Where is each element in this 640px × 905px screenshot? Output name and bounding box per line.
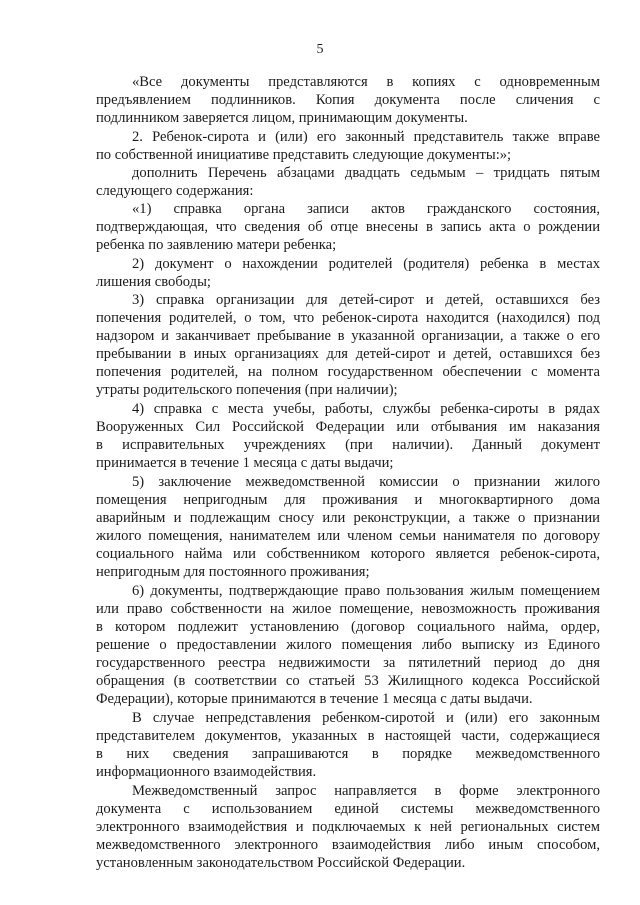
text-line: государственного реестра недвижимости за пятилетний период до дня [96, 655, 600, 671]
text-line: ребенка по заявлению матери ребенка; [96, 237, 337, 253]
text-line: 4) справка с места учебы, работы, службы ребенка-сироты в рядах [132, 401, 600, 417]
text-line: непригодным для постоянного проживания; [96, 564, 370, 580]
text-line: представителем документов, указанных в настоящей части, содержащиеся [96, 728, 600, 744]
text-line: в исправительных учреждениях (при наличии). Данный документ [96, 437, 600, 453]
text-line: в котором подлежит установлению (договор социального найма, ордер, [96, 619, 600, 635]
text-line: В случае непредставления ребенком-сиротой и (или) его законным [132, 710, 600, 726]
text-line: помещения непригодным для проживания и многоквартирного дома [96, 492, 600, 508]
text-line: подтверждающая, что сведения об отце внесены в запись акта о рождении [96, 219, 600, 235]
text-line: попечения родителей, о том, что ребенок-сирота находится (находился) под [96, 310, 600, 326]
text-line: Федерации), которые принимаются в течение 1 месяца с даты выдачи. [96, 691, 533, 707]
text-line: надзором и заканчивает пребывание в указанной организации, а также о его [96, 328, 600, 344]
text-line: документа с использованием единой системы межведомственного [96, 801, 600, 817]
text-line: Вооруженных Сил Российской Федерации или отбывания им наказания [96, 419, 600, 435]
text-line: подлинником заверяется лицом, принимающим документы. [96, 110, 468, 126]
text-line: информационного взаимодействия. [96, 764, 317, 780]
text-line: электронного взаимодействия и подключаемых к ней региональных систем [96, 819, 600, 835]
text-line: лишения свободы; [96, 274, 211, 290]
text-line: предъявлением подлинников. Копия документа после сличения с [96, 92, 600, 108]
text-line: обращения (в соответствии со статьей 53 Жилищного кодекса Российской [96, 673, 600, 689]
text-line: в них сведения запрашиваются в порядке межведомственного [96, 746, 600, 762]
text-line: или право собственности на жилое помещение, невозможность проживания [96, 601, 600, 617]
text-line: «Все документы представляются в копиях с одновременным [132, 74, 600, 90]
text-line: «1) справка органа записи актов гражданского состояния, [132, 201, 600, 217]
text-line: следующего содержания: [96, 183, 254, 199]
text-line: решение о предоставлении жилого помещения либо выписку из Единого [96, 637, 600, 653]
page-number: 5 [316, 42, 324, 57]
text-line: по собственной инициативе представить следующие документы:»; [96, 147, 512, 163]
text-line: 5) заключение межведомственной комиссии о признании жилого [132, 474, 600, 490]
text-line: утраты родительского попечения (при наличии); [96, 382, 398, 398]
text-line: пребывании в иных организациях для детей-сирот и детей, оставшихся без [96, 346, 600, 362]
text-line: 6) документы, подтверждающие право пользования жилым помещением [132, 583, 600, 599]
text-line: межведомственного электронного взаимодействия либо иным способом, [96, 837, 600, 853]
text-line: попечения родителей, на полном государственном обеспечении с момента [96, 364, 600, 380]
text-line: принимается в течение 1 месяца с даты выдачи; [96, 455, 394, 471]
text-line: Межведомственный запрос направляется в форме электронного [132, 783, 600, 799]
text-line: жилого помещения, нанимателем или членом семьи нанимателя по договору [96, 528, 600, 544]
text-line: 2. Ребенок-сирота и (или) его законный представитель также вправе [132, 129, 600, 145]
text-line: социального найма или собственником которого является ребенок-сирота, [96, 546, 600, 562]
text-line: дополнить Перечень абзацами двадцать седьмым – тридцать пятым [132, 165, 600, 181]
text-line: 2) документ о нахождении родителей (родителя) ребенка в местах [132, 256, 600, 272]
text-line: 3) справка организации для детей-сирот и детей, оставшихся без [132, 292, 600, 308]
text-line: аварийным и подлежащим сносу или реконструкции, а также о признании [96, 510, 600, 526]
text-line: установленным законодательством Российской Федерации. [96, 855, 466, 871]
